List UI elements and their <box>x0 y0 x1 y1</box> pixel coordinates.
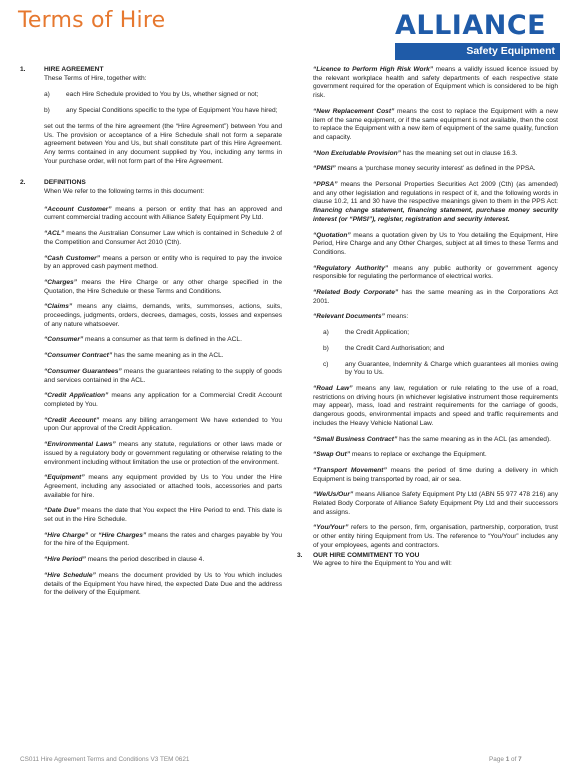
definition: “Transport Movement” means the period of time during a delivery in which Equipment is being transported by road, air or sea. <box>313 466 558 483</box>
definition: “Quotation” means a quotation given by Us to You detailing the Equipment, Hire Period, Hire Charge and any Other Charges, subject at all times to these Terms and Conditions. <box>313 231 558 256</box>
list-item <box>323 361 558 378</box>
section-3-heading <box>297 552 558 561</box>
section-intro: When We refer to the following terms in this document: <box>44 188 205 196</box>
section-title: HIRE AGREEMENT <box>44 66 104 73</box>
list-item <box>323 329 558 338</box>
definition: “Consumer Contract” has the same meaning as in the ACL. <box>44 352 224 360</box>
definition: “Hire Period” means the period described in clause 4. <box>44 556 205 564</box>
definition: “Equipment” means any equipment provided by Us to You under the Hire Agreement, including any associated or attached tools, accessories and parts available for hire. <box>44 474 282 499</box>
section-2-heading <box>20 179 282 188</box>
definition: “PPSA” means the Personal Properties Securities Act 2009 (Cth) (as amended) and any other legislation and regulations in respect of it, and the following words in clause 10.2, 11 and 30 have the respective meanings given to them in the PPS Act: financing change statement, financing statement, purchase money security interest (or “PMSI”), register, registration and security interest. <box>313 181 558 223</box>
definition: “Account Customer” means a person or entity that has an approved and current commercial trading account with Alliance Safety Equipment Pty Ltd. <box>44 205 282 222</box>
list-label: a) <box>323 329 329 337</box>
definition: “PMSI” means a ‘purchase money security interest’ as defined in the PPSA. <box>313 165 536 173</box>
definition: “You/Your” refers to the person, firm, organisation, partnership, corporation, trust or other entity hiring Equipment from Us. The reference to “You/Your” includes any of your employees, agents and contractors. <box>313 524 558 549</box>
definitions-list <box>44 206 282 598</box>
list-label: b) <box>44 107 50 115</box>
definition: “Small Business Contract” has the same meaning as in the ACL (as amended). <box>313 435 551 443</box>
definition: “Related Body Corporate” has the same meaning as in the Corporations Act 2001. <box>313 289 558 305</box>
definition: “Non Excludable Provision” has the meaning set out in clause 16.3. <box>313 149 518 157</box>
list-item <box>323 345 558 354</box>
definition: “Relevant Documents” means: <box>313 313 409 321</box>
definition: “Claims” means any claims, demands, writs, summonses, actions, suits, proceedings, judgments, orders, decrees, damages, costs, losses and expenses of any nature whatsoever. <box>44 303 282 328</box>
definition: “ACL” means the Australian Consumer Law which is contained in Schedule 2 of the Competition and Consumer Act 2010 (Cth). <box>44 230 282 246</box>
definition: “We/Us/Our” means Alliance Safety Equipment Pty Ltd (ABN 55 977 478 216) any Related Body Corporate of Alliance Safety Equipment Pty Ltd and their successors and assigns. <box>313 491 558 516</box>
definition: “Environmental Laws” means any statute, regulations or other laws made or issued by a regulatory body or government regulating or otherwise relating to the environment including without limitation the use or protection of the environment. <box>44 441 283 466</box>
definition: “Date Due” means the date that You expect the Hire Period to end. This date is set out in the Hire Schedule. <box>44 507 283 524</box>
definition: “Cash Customer” means a person or entity who is required to pay the invoice by an approved cash payment method. <box>44 254 282 271</box>
section-title: OUR HIRE COMMITMENT TO YOU <box>313 551 420 559</box>
definition: “Credit Application” means any application for a Commercial Credit Account completed by You. <box>44 392 283 408</box>
definition: “Licence to Perform High Risk Work” means a validly issued licence issued by the relevant workplace health and safety departments of each respective state government required for the operation of Equipment which is considered to be high risk. <box>313 66 558 100</box>
list-label: b) <box>323 344 329 352</box>
definition: “New Replacement Cost” means the cost to replace the Equipment with a new item of the same equipment, or if the same equipment is not available, then the cost to replace the Equipment with a new item of equipment of the same quality, function and capacity. <box>313 107 558 141</box>
definition: “Consumer” means a consumer as that term is defined in the ACL. <box>44 336 242 344</box>
section-intro: We agree to hire the Equipment to You and will: <box>313 560 452 568</box>
section-title: DEFINITIONS <box>44 179 86 187</box>
section-intro: These Terms of Hire, together with: <box>44 74 147 82</box>
list-text: each Hire Schedule provided to You by Us, whether signed or not; <box>66 91 259 99</box>
list-text: any Guarantee, Indemnity & Charge which guarantees all monies owing by You to Us. <box>345 360 558 377</box>
left-column <box>20 66 282 605</box>
footer-page-number: Page 1 of 7 <box>489 756 522 763</box>
definition: “Swap Out” means to replace or exchange the Equipment. <box>313 451 487 459</box>
section-1-heading <box>20 66 282 75</box>
list-text: any Special Conditions specific to the type of Equipment You have hired; <box>66 107 278 115</box>
section-number: 2. <box>20 179 26 187</box>
list-label: c) <box>323 360 329 368</box>
list-text: the Credit Application; <box>345 329 410 337</box>
right-column <box>297 66 558 576</box>
list-item <box>44 107 282 116</box>
definition: “Hire Schedule” means the document provided by Us to You which includes details of the Equipment You have hired, the expected Date Due and the address for the delivery of the Equipment. <box>44 571 282 597</box>
section-number: 1. <box>20 66 26 73</box>
logo-subtitle: Safety Equipment <box>466 45 555 57</box>
list-text: the Credit Card Authorisation; and <box>345 344 445 352</box>
definition: “Credit Account” means any billing arrangement We have extended to You upon Our approval of the Credit Application. <box>44 416 283 433</box>
list-item <box>44 91 282 100</box>
definition: “Charges” means the Hire Charge or any other charge specified in the Quotation, the Hire Schedule or these Terms and Conditions. <box>44 278 282 295</box>
definition: “Regulatory Authority” means any public authority or government agency responsible for regulating the performance of electrical works. <box>313 264 558 281</box>
page-title: Terms of Hire <box>18 8 166 33</box>
footer-doc-id: CS011 Hire Agreement Terms and Conditions V3 TEM 0621 <box>20 756 190 763</box>
section-number: 3. <box>297 551 303 559</box>
definition: “Road Law” means any law, regulation or rule relating to the use of a road, restrictions on driving hours (in whichever legislative instrument those requirements may appear), mass, load and restraint requirements for the carriage of goods, dangerous goods, environmental impacts and speed and traffic requirements and includes the Heavy Vehicle National Law. <box>313 384 558 427</box>
list-label: a) <box>44 91 50 99</box>
alliance-logo <box>395 12 560 60</box>
definition: “Hire Charge” or “Hire Charges” means the rates and charges payable by You for the hire of the Equipment. <box>44 531 282 548</box>
section-body: set out the terms of the hire agreement (the “Hire Agreement”) between You and Us. The provision or acceptance of a Hire Schedule shall not form a separate agreement between You and Us, but shall constitute part of this Hire Agreement. Any terms contained in any document supplied by You, including any terms in Your purchase order, will not form part of the Hire Agreement. <box>44 122 282 165</box>
definition: “Consumer Guarantees” means the guarantees relating to the supply of goods and services contained in the ACL. <box>44 367 282 384</box>
logo-wordmark: ALLIANCE <box>395 10 547 41</box>
